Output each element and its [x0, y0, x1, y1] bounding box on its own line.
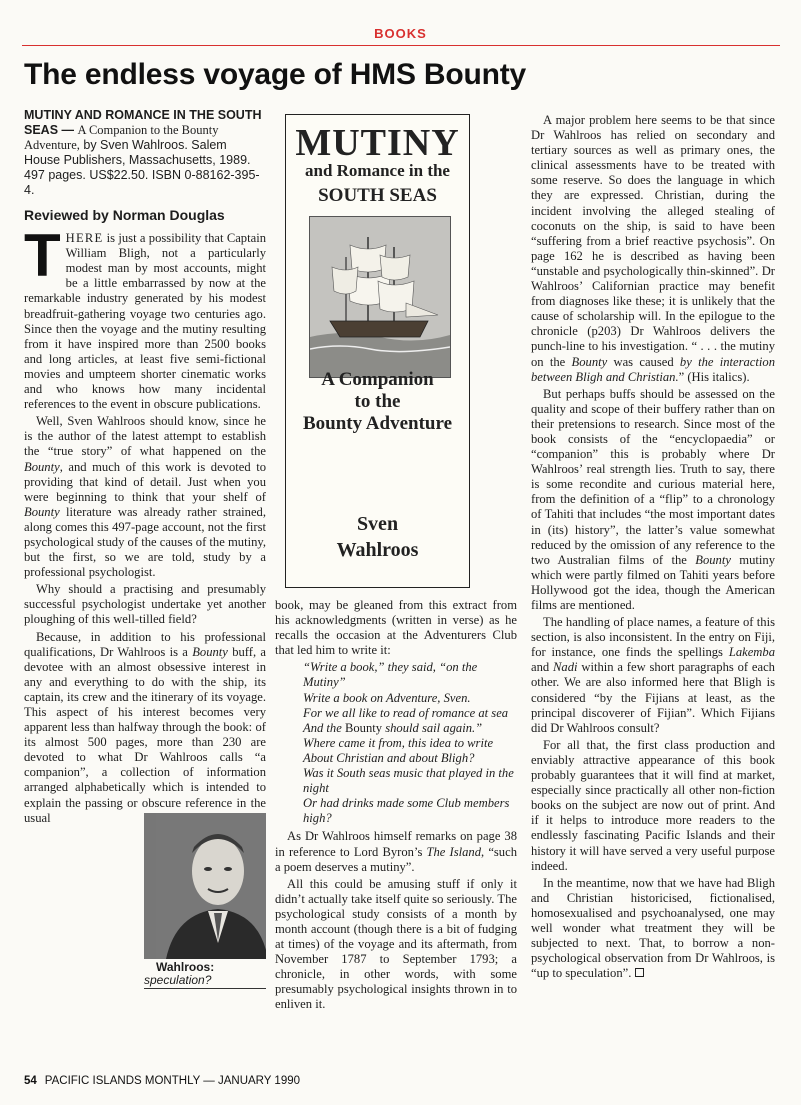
cover-subtitle: and Romance in the [305, 161, 450, 180]
portrait-illustration [156, 813, 266, 959]
paragraph: book, may be gleaned from this extract from his acknowledgments (written in verse) as he recalls the occasion at the Adventurers Club that led him to write it: [275, 598, 517, 658]
cover-title: MUTINY [295, 122, 460, 164]
paragraph: Because, in addition to his professional qualifications, Dr Wahlroos is a Bounty buff, a devotee with an almost obsessive interest in any and everything to do with the ship, its captain, its crew and the itinerary of its voyage. This aspect of his interest becomes very apparent less than halfway through the book: of its almost 500 pages, more than 230 are devoted to what Dr Wahlroos calls “a companion”, a collection of information arranged alphabetically which is intended to explain the passing or obscure reference in the usual Wahlroos: speculation? [24, 630, 266, 826]
verse-quote [303, 660, 517, 826]
middle-column [275, 598, 517, 1015]
drop-cap: T [24, 222, 61, 290]
paragraph: For all that, the first class production and enviably attractive appearance of this book probably guarantees that it will find at market, especially since practically all other non-fiction books on the subject are now out of print. And if it helps to introduce more readers to the endlessly fascinating Pacific Islands and their history it will have served a very useful purpose indeed. [531, 737, 775, 873]
book-title: MUTINY AND ROMANCE IN THE SOUTH SEAS — [24, 108, 262, 137]
book-info [24, 108, 266, 198]
verse-line: For we all like to read of romance at sea [303, 705, 509, 720]
verse-line: And the Bounty should sail again.” [303, 720, 483, 735]
section-label: BOOKS [374, 26, 427, 41]
paragraph: A major problem here seems to be that since Dr Wahlroos has relied on secondary and tertiary sources as well as primary ones, the clinical assessments have to be treated with some reserve. So does the language in which they are expressed. Christian, during the incident involving the alleged stealing of coconuts on the ship, is said to have been “suffering from a brief reactive psychosis”. On page 162 he is described as having been “unstable and psychologically thin-skinned”. Dr Wahlroos’ Californian practice may benefit from diagnoses like these; it is unlikely that the cause of scholarship will. In the epilogue to the chronicle (p203) Dr Wahlroos delivers the punch-line to his investigation. “ . . . the mutiny on the Bounty was caused by the interaction between Bligh and Christian.” (His italics). [531, 113, 775, 384]
paragraph: THERE is just a possibility that Captain William Bligh, not a particularly modest man by most accounts, might be a little embarrassed by now at the remarkable industry generated by his modest breadfruit-gathering voyage two centuries ago. Since then the voyage and the mutiny resulting from it have inspired more than 2500 books and long articles, at least five semi-fictional movies and umpteem shorter cinematic works and who knows how many incidental references to the event in obscure publications. [24, 222, 266, 412]
author-photo [144, 813, 266, 989]
page-number: 54 [24, 1075, 37, 1087]
left-column [24, 108, 266, 989]
author-portrait-image [144, 813, 266, 959]
ship-illustration [309, 216, 451, 378]
paragraph: All this could be amusing stuff if only it didn’t actually take itself quite so seriously. The psychological study consists of a month by month account (though there is a bit of fudging at times) of the voyage and its aftermath, from November 1787 to September 1793; a chronicle, in other words, with some presumably psychological insights thrown in to enliven it. [275, 876, 517, 1012]
book-details: by Sven Wahlroos. Salem House Publishers, Massachusetts, 1989. 497 pages. US$22.50. ISBN 0-88162-395-4. [24, 138, 260, 197]
paragraph: But perhaps buffs should be assessed on the quality and scope of their buffery rather than on their pretensions to research. Since most of the book consists of the “encyclopaedia” or “companion” this is probably where Dr Wahlroos’ real strength lies. Truth to say, there is some recondite and curious material here, from the definition of a “flip” to a chronology of Tahiti that includes “the most important dates in (its) history”, the latter’s value somewhat reduced by the omission of any reference to the two Australian films of the Bounty mutiny which were partly filmed on Tahiti years before Hollywood got the idea, though the American films are mentioned. [531, 386, 775, 612]
headline: The endless voyage of HMS Bounty [24, 58, 527, 91]
verse-line: Where came it from, this idea to write [303, 735, 494, 750]
reviewer-byline: Reviewed by Norman Douglas [24, 207, 225, 223]
paragraph: In the meantime, now that we have had Bligh and Christian historicised, fictionalised, homosexualised and psychoanalysed, one may well wonder what treatment they will be subjected to next. That, to borrow a non-psychological observation from Dr Wahlroos, is “up to speculation”. [531, 875, 775, 981]
verse-line: Was it South seas music that played in the night [303, 766, 514, 796]
paragraph: As Dr Wahlroos himself remarks on page 38 in reference to Lord Byron’s The Island, “such a poem deserves a mutiny”. [275, 829, 517, 874]
book-cover [285, 114, 470, 588]
photo-caption: Wahlroos: speculation? [144, 961, 266, 989]
header-rule [22, 45, 780, 46]
end-mark-icon [635, 968, 644, 977]
publication-line: PACIFIC ISLANDS MONTHLY — JANUARY 1990 [44, 1075, 301, 1087]
cover-subtitle-2: SOUTH SEAS [318, 185, 437, 206]
verse-line: Write a book on Adventure, Sven. [303, 690, 471, 705]
book-subtitle: A Companion to the Bounty Adventure, [24, 123, 219, 152]
paragraph: The handling of place names, a feature of this section, is also inconsistent. In the entry on Fiji, for instance, one finds the spellings Lakemba and Nadi within a few short paragraphs of each other. We are also informed here that Bligh is considered “by the Fijians at least, as the principal discoverer of Fijian”. Which Fijians did Dr Wahlroos consult? [531, 615, 775, 735]
verse-line: “Write a book,” they said, “on the Mutiny” [303, 660, 478, 690]
cover-author: Sven Wahlroos [336, 513, 419, 561]
verse-line: Or had drinks made some Club members high? [303, 796, 510, 826]
sailing-ship-icon [310, 217, 450, 377]
cover-companion-text: A Companion to the Bounty Adventure [302, 369, 453, 434]
verse-line: About Christian and about Bligh? [303, 750, 475, 765]
right-column [531, 113, 775, 983]
page-footer [24, 1075, 300, 1087]
paragraph: Why should a practising and presumably successful psychologist undertake yet another ploughing of this well-tilled field? [24, 582, 266, 627]
paragraph: Well, Sven Wahlroos should know, since he is the author of the latest attempt to establish the “true story” of what happened on the Bounty, and much of this work is devoted to providing that kind of detail. Just when you were beginning to think that your shelf of Bounty literature was already rather strained, along comes this 497-page account, not the first psychological study of the causes of the mutiny, but the first, so we are told, study by a professional psychologist. [24, 414, 266, 580]
